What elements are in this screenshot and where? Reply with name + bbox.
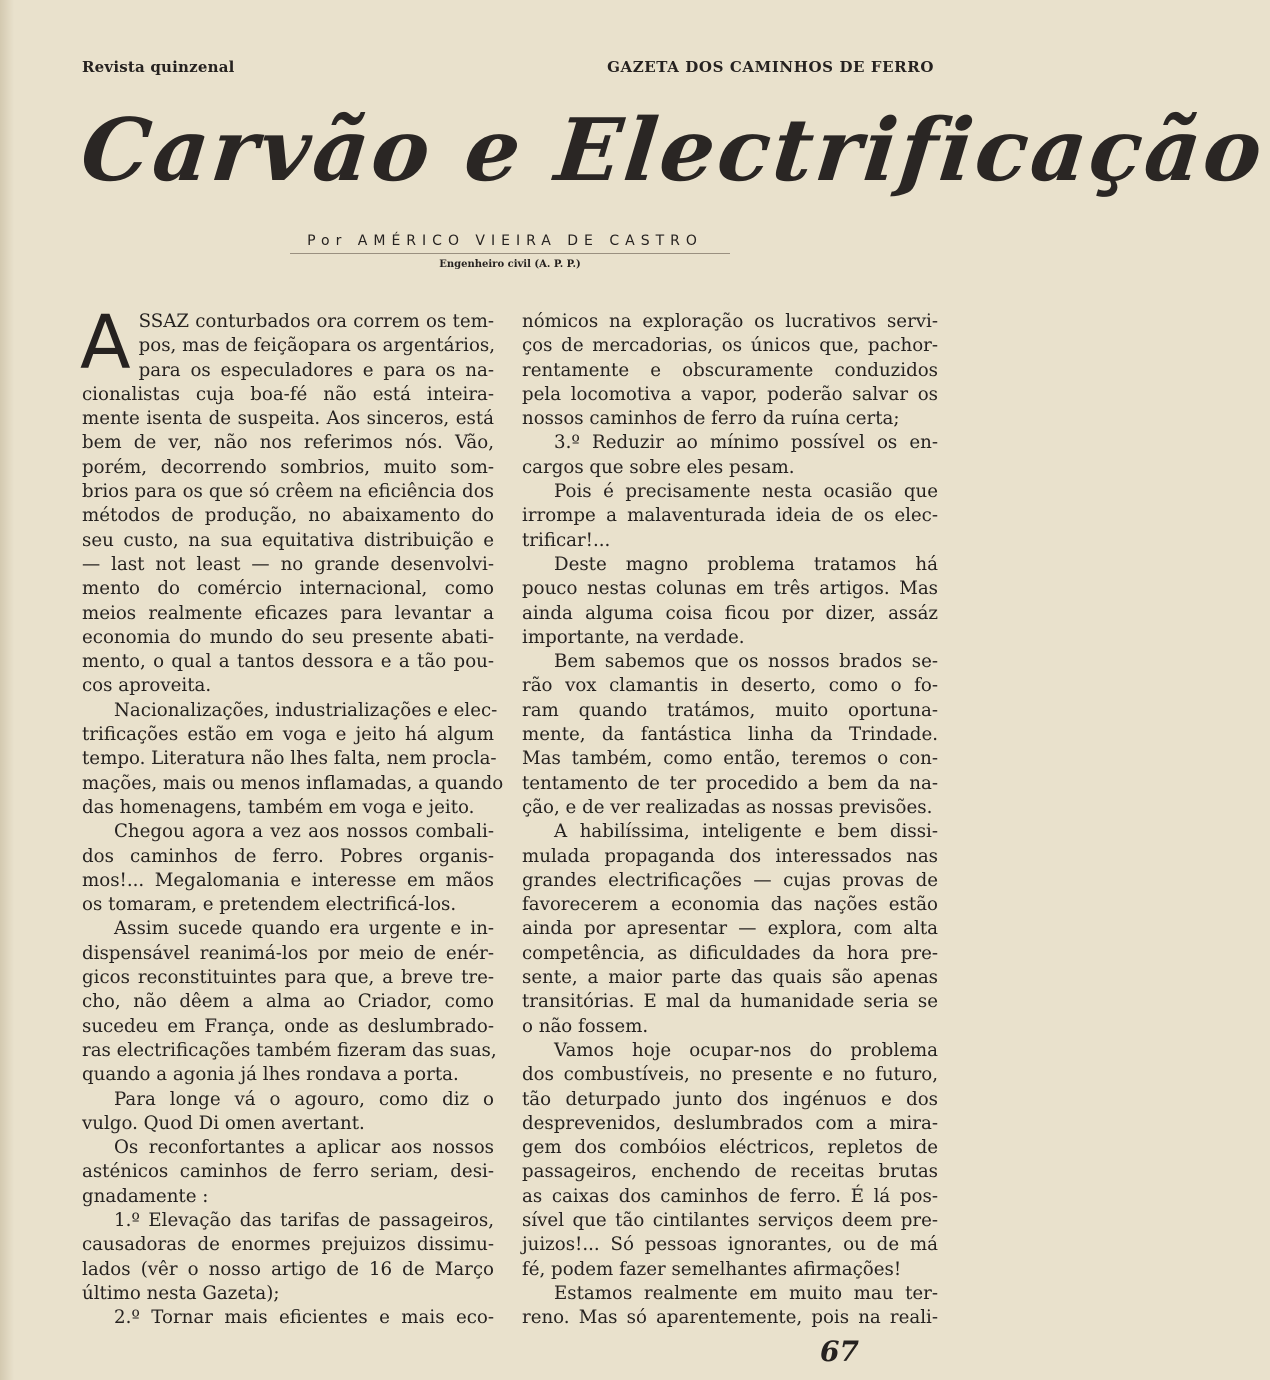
text-line: irrompe a malaventurada ideia de os elec- — [522, 505, 938, 527]
text-line: o não fossem. — [522, 1015, 649, 1037]
article-column-right — [522, 310, 938, 1330]
text-line: ção, e de ver realizadas as nossas previsões. — [522, 796, 933, 818]
running-head-left: Revista quinzenal — [82, 58, 235, 76]
article-title: Carvão e Electrificação — [76, 100, 1270, 201]
text-line: Bem sabemos que os nossos brados se- — [554, 651, 938, 673]
text-line: tentamento de ter procedido a bem da na- — [522, 772, 938, 794]
text-line: reno. Mas só aparentemente, pois na reali- — [522, 1307, 938, 1329]
running-head-right: GAZETA DOS CAMINHOS DE FERRO — [607, 58, 934, 76]
text-line: dos caminhos de ferro. Pobres organis- — [82, 845, 494, 867]
text-line: os tomaram, e pretendem electrificá-los. — [82, 894, 457, 916]
text-line: desprevenidos, deslumbrados com a mira- — [522, 1112, 938, 1134]
text-line: causadoras de enormes prejuizos dissimu- — [82, 1234, 494, 1256]
text-line: bem de ver, não nos referimos nós. Vão, — [82, 432, 494, 454]
text-line: mos!... Megalomania e interesse em mãos — [82, 869, 494, 891]
text-line: quando a agonia já lhes rondava a porta. — [82, 1064, 459, 1086]
text-line: nossos caminhos de ferro da ruína certa; — [522, 408, 900, 430]
text-line: cho, não dêem a alma ao Criador, como — [82, 991, 494, 1013]
text-line: métodos de produção, no abaixamento do — [82, 505, 494, 527]
text-line: importante, na verdade. — [522, 626, 745, 648]
text-line: último nesta Gazeta); — [82, 1282, 280, 1304]
text-line: mente, da fantástica linha da Trindade. — [522, 724, 938, 746]
text-line: dos combustíveis, no presente e no futuro, — [522, 1064, 938, 1086]
text-line: trificar!... — [522, 529, 611, 551]
text-line: dispensável reanimá-los por meio de enér- — [82, 942, 494, 964]
text-line: juizos!... Só pessoas ignorantes, ou de má — [522, 1234, 938, 1256]
text-line: cos aproveita. — [82, 675, 212, 697]
text-line: mento do comércio internacional, como — [82, 578, 494, 600]
page-edge — [0, 0, 14, 1380]
text-line: nómicos na exploração os lucrativos servi- — [522, 311, 938, 332]
text-line: meios realmente eficazes para levantar a — [82, 602, 494, 624]
text-line: competência, as dificuldades da hora pre- — [522, 942, 938, 964]
text-line: SSAZ conturbados ora correm os tem- — [138, 311, 494, 332]
text-line: pos, mas de feiçãopara os argentários, — [138, 335, 496, 357]
text-line: mulada propaganda dos interessados nas — [522, 845, 938, 867]
text-line: sente, a maior parte das quais são apenas — [522, 967, 938, 989]
text-line: Nacionalizações, industrializações e elec- — [114, 699, 498, 721]
text-line: — last not least — no grande desenvolvi- — [82, 553, 494, 575]
text-line: favorecerem a economia das nações estão — [522, 894, 938, 916]
text-line: vulgo. Quod Di omen avertant. — [82, 1112, 365, 1134]
text-line: grandes electrificações — cujas provas de — [522, 869, 938, 891]
text-line: cionalistas cuja boa-fé não está inteira- — [82, 383, 494, 405]
text-line: gnadamente : — [82, 1185, 209, 1207]
text-line: trificações estão em voga e jeito há algum — [82, 724, 494, 746]
text-line: cargos que sobre eles pesam. — [522, 456, 795, 478]
text-line: pouco nestas colunas em três artigos. Mas — [522, 578, 938, 600]
text-line: ainda por apresentar — explora, com alta — [522, 918, 938, 940]
text-line: porém, decorrendo sombrios, muito som- — [82, 456, 494, 478]
text-line: 3.º Reduzir ao mínimo possível os en- — [554, 432, 938, 454]
text-line: Os reconfortantes a aplicar aos nossos — [114, 1137, 494, 1159]
text-line: gem dos combóios eléctricos, repletos de — [522, 1137, 938, 1159]
text-line: 1.º Elevação das tarifas de passageiros, — [114, 1209, 494, 1231]
text-line: passageiros, enchendo de receitas brutas — [522, 1161, 938, 1183]
text-line: Mas também, como então, teremos o con- — [522, 748, 938, 770]
text-line: rão vox clamantis in deserto, como o fo- — [522, 675, 938, 697]
author-credential: Engenheiro civil (A. P. P.) — [439, 259, 581, 270]
text-line: economia do mundo do seu presente abati- — [82, 626, 494, 648]
text-line: Pois é precisamente nesta ocasião que — [554, 481, 938, 503]
text-line: ras electrificações também fizeram das suas, — [82, 1039, 497, 1061]
text-line: lados (vêr o nosso artigo de 16 de Março — [82, 1258, 494, 1280]
text-line: Vamos hoje ocupar-nos do problema — [554, 1039, 938, 1061]
text-line: A habilíssima, inteligente e bem dissi- — [554, 821, 938, 843]
text-line: sucedeu em França, onde as deslumbrado- — [82, 1015, 494, 1037]
text-line: das homenagens, também em voga e jeito. — [82, 796, 475, 818]
text-line: Assim sucede quando era urgente e in- — [114, 918, 494, 940]
article-column-left — [80, 300, 504, 1330]
text-line: Estamos realmente em muito mau ter- — [554, 1282, 938, 1304]
text-line: fé, podem fazer semelhantes afirmações! — [522, 1258, 902, 1280]
page-number: 67 — [820, 1335, 859, 1368]
text-line: ainda alguma coisa ficou por dizer, assáz — [522, 602, 938, 624]
text-line: brios para os que só crêem na eficiência dos — [82, 481, 494, 503]
text-line: Chegou agora a vez aos nossos combali- — [114, 821, 494, 843]
text-line: sível que tão cintilantes serviços deem pre- — [522, 1209, 938, 1231]
text-line: tão deturpado junto dos ingénuos e dos — [522, 1088, 938, 1110]
text-line: Para longe vá o agouro, como diz o — [114, 1088, 494, 1110]
text-line: ços de mercadorias, os únicos que, pachor- — [522, 335, 938, 357]
text-line: rentamente e obscuramente conduzidos — [522, 359, 938, 381]
text-line: as caixas dos caminhos de ferro. É lá pos- — [522, 1185, 938, 1207]
text-line: gicos reconstituintes para que, a breve tre- — [82, 967, 494, 989]
text-line: mento, o qual a tantos dessora e a tão pou- — [82, 651, 494, 673]
byline-rule — [290, 253, 730, 254]
drop-cap: A — [80, 300, 131, 386]
text-line: 2.º Tornar mais eficientes e mais eco- — [114, 1307, 494, 1329]
text-line: pela locomotiva a vapor, poderão salvar os — [522, 383, 938, 405]
text-line: tempo. Literatura não lhes falta, nem procla- — [82, 748, 497, 770]
text-line: mente isenta de suspeita. Aos sinceros, está — [82, 408, 494, 430]
text-line: seu custo, na sua equitativa distribuição e — [82, 529, 494, 551]
text-line: transitórias. E mal da humanidade seria se — [522, 991, 938, 1013]
article-byline: Por AMÉRICO VIEIRA DE CASTRO — [307, 233, 703, 249]
text-line: Deste magno problema tratamos há — [554, 553, 938, 575]
text-line: ram quando tratámos, muito oportuna- — [522, 699, 938, 721]
text-line: mações, mais ou menos inflamadas, a quando — [82, 772, 504, 794]
text-line: asténicos caminhos de ferro seriam, desi- — [82, 1161, 494, 1183]
text-line: para os especuladores e para os na- — [138, 359, 494, 381]
